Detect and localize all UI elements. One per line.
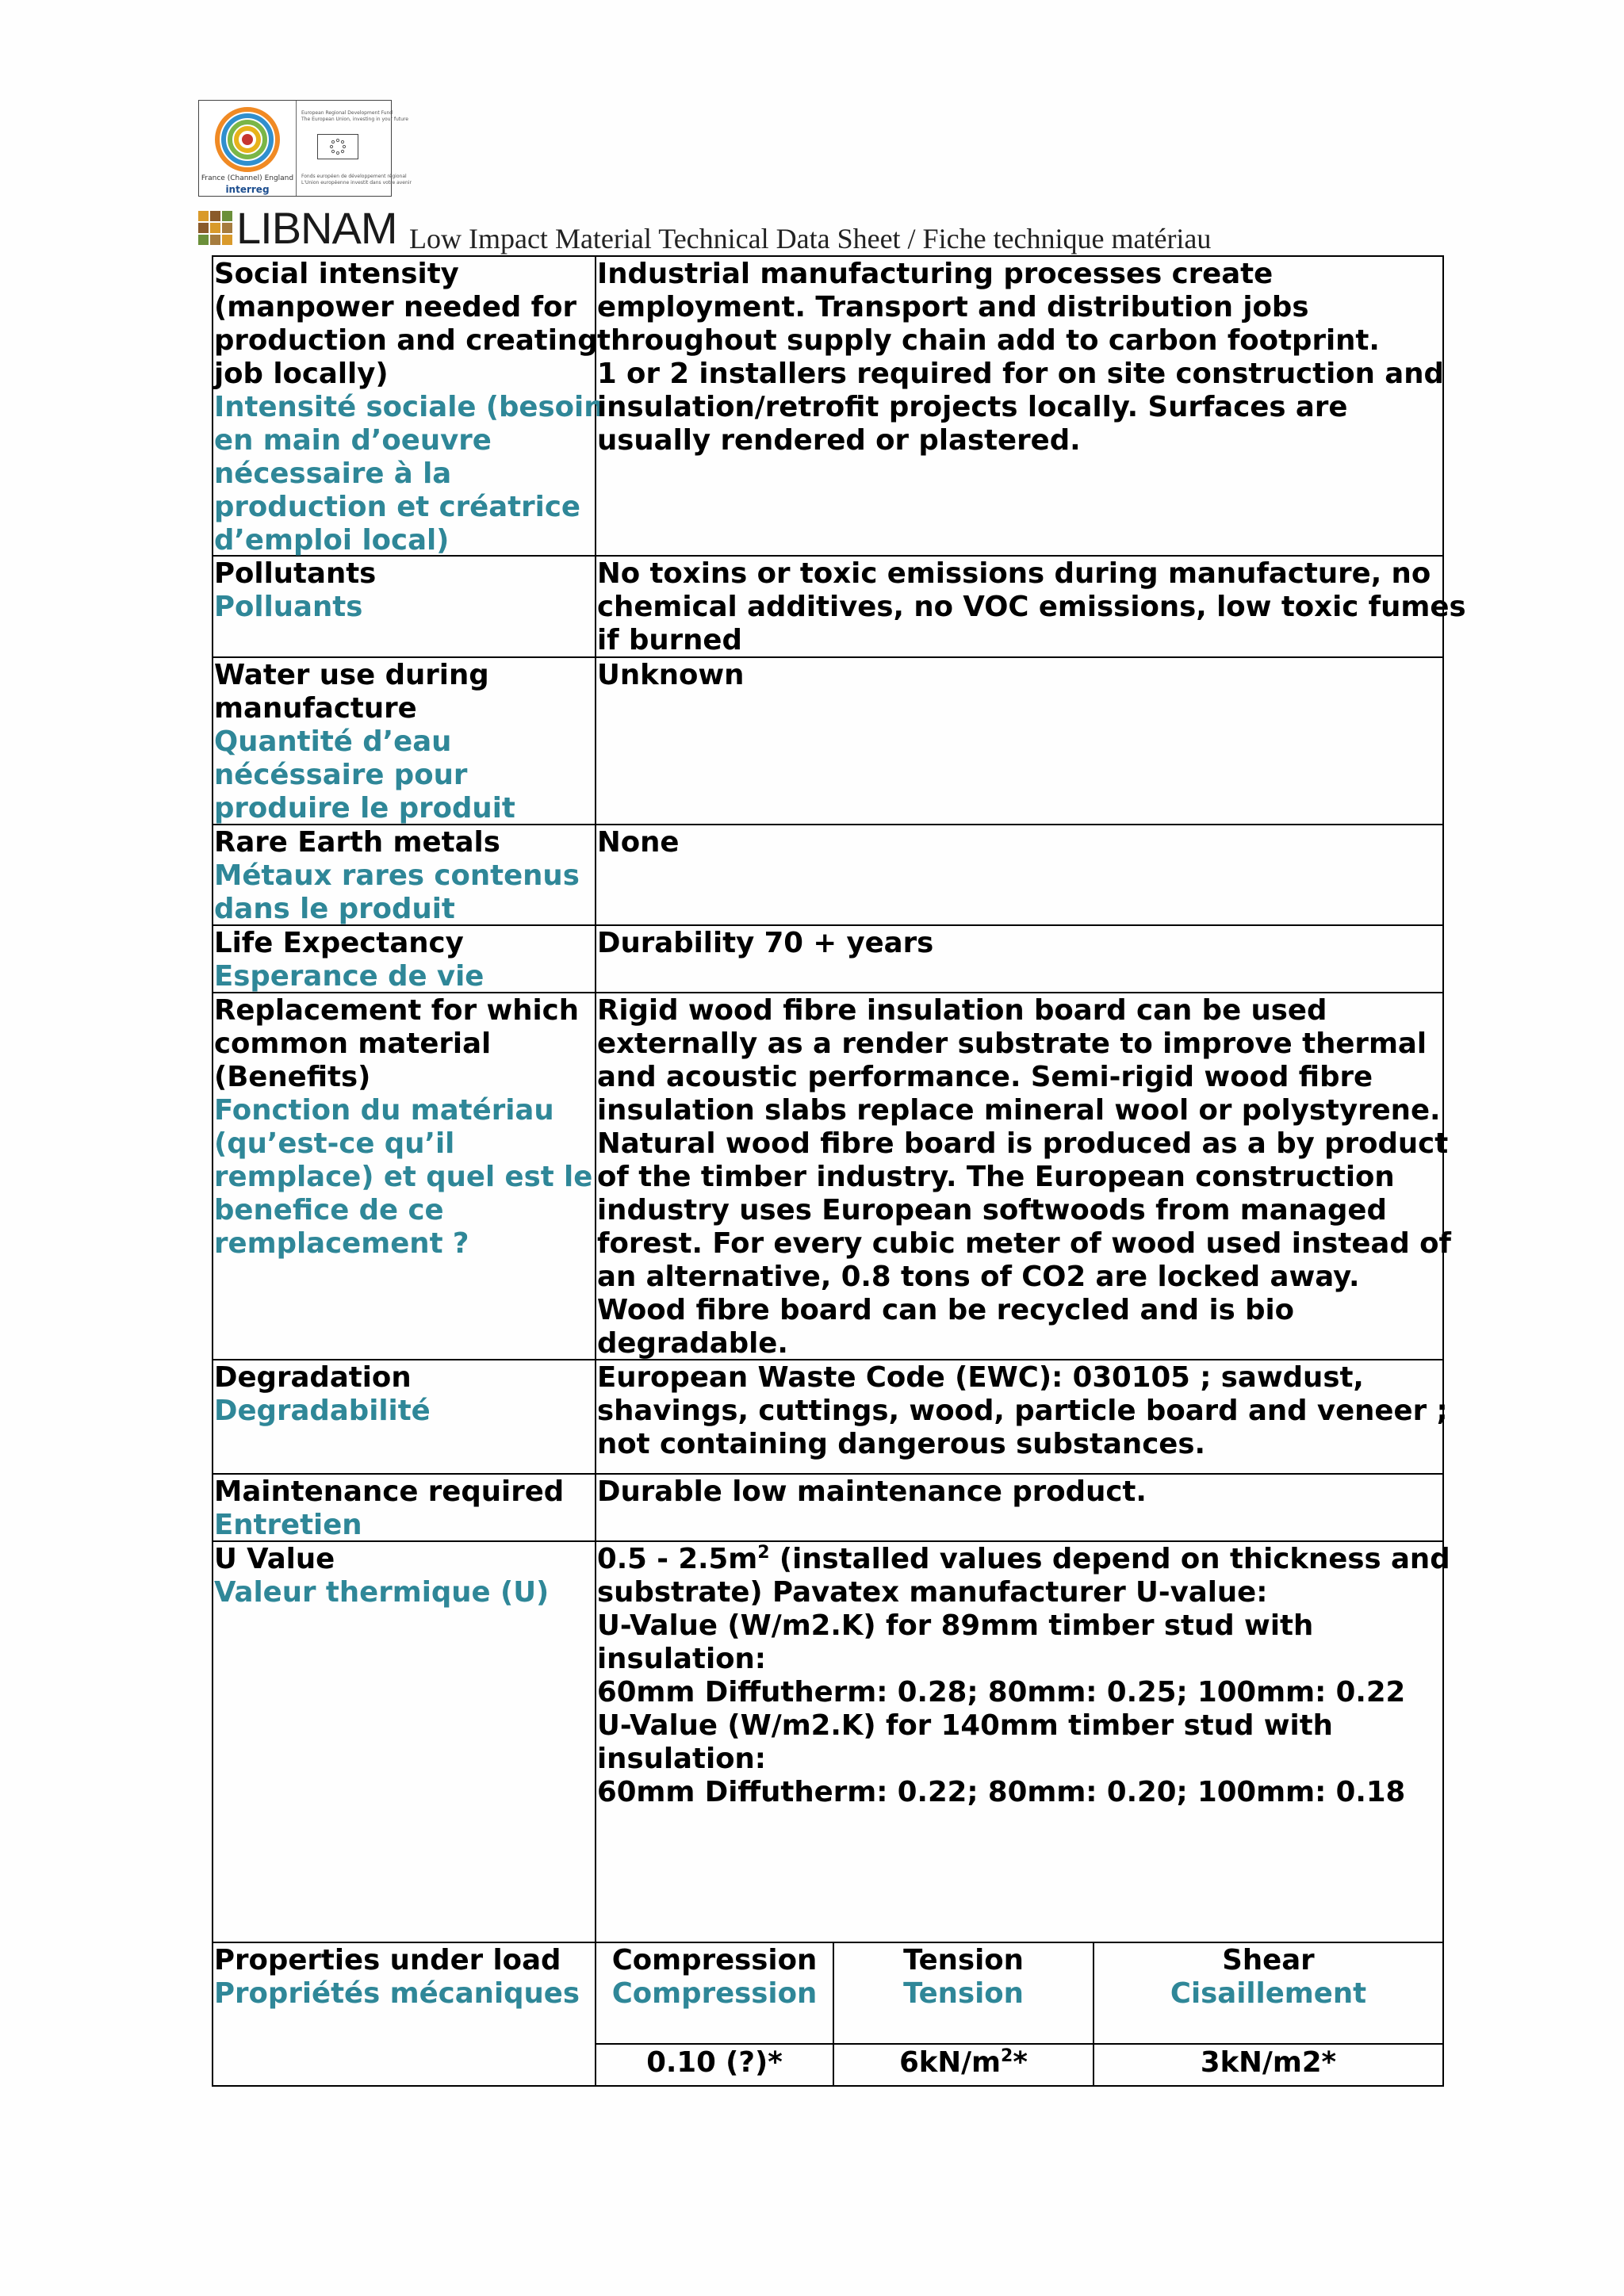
fund-line-2: The European Union, investing in your future	[301, 117, 408, 122]
eu-funding-panel	[297, 101, 412, 196]
label-maintenance: Maintenance required Entretien	[214, 1475, 565, 1541]
fund-line-1: European Regional Development Fund	[301, 110, 393, 116]
fund-fr-line-1: Fonds européen de développement régional	[301, 174, 407, 179]
label-social-intensity: Social intensity (manpower needed for production and creating job locally) Intensité sociale (besoin en main d’oeuvre nécessaire à la production et créatrice d’emploi local)	[214, 258, 604, 557]
header-compression: Compression Compression	[611, 1944, 818, 2010]
label-properties-under-load: Properties under load Propriétés mécaniques	[214, 1944, 580, 2010]
interreg-wordmark: interreg	[225, 184, 270, 195]
header-tension: Tension Tension	[903, 1944, 1024, 2010]
value-degradation: European Waste Code (EWC): 030105 ; sawdust, shavings, cuttings, wood, particle board and veneer ; not containing dangerous substances.	[597, 1361, 1448, 1460]
label-pollutants: Pollutants Polluants	[214, 557, 377, 623]
value-pollutants: No toxins or toxic emissions during manufacture, no chemical additives, no VOC emissions, low toxic fumes if burned	[597, 557, 1466, 656]
label-rare-earth-metals: Rare Earth metals Métaux rares contenus dans le produit	[214, 826, 580, 925]
value-replacement: Rigid wood fibre insulation board can be used externally as a render substrate to improve thermal and acoustic performance. Semi-rigid wood fibre insulation slabs replace mineral wool or polystyrene. Natural wood fibre board is produced as a by product of the timber industry. The European construction industry uses European softwoods from managed forest. For every cubic meter of wood used instead of an alternative, 0.8 tons of CO2 are locked away. Wood fibre board can be recycled and is bio degradable.	[597, 994, 1451, 1360]
label-replacement: Replacement for which common material (Benefits) Fonction du matériau (qu’est-ce qu’il remplace) et quel est le benefice de ce remplacement ?	[214, 994, 593, 1260]
value-compression: 0.10 (?)*	[646, 2046, 783, 2079]
libnam-squares-icon	[198, 211, 233, 246]
label-u-value: U Value Valeur thermique (U)	[214, 1543, 550, 1609]
libnam-logo	[198, 203, 397, 253]
value-u-value: $0.5 - 2.5m^2$ (installed values depend on thickness and substrate) Pavatex manufacturer U-value: U-Value (W/m2.K) for 89mm timber stud with insulation: 60mm Diffutherm: 0.28; 80mm: 0.25; 100mm: 0.22 U-Value (W/m2.K) for 140mm timber stud with insulation: 60mm Diffutherm: 0.22; 80mm: 0.20; 100mm: 0.18	[597, 1543, 1450, 1808]
header-shear: Shear Cisaillement	[1170, 1944, 1367, 2010]
fund-fr-line-2: L'Union européenne investit dans votre avenir	[301, 180, 412, 186]
value-life-expectancy: Durability 70 + years	[597, 927, 934, 959]
page-title: Low Impact Material Technical Data Sheet / Fiche technique matériau	[409, 223, 1212, 254]
label-life-expectancy: Life Expectancy Esperance de vie	[214, 927, 485, 993]
eu-flag-icon	[317, 134, 358, 159]
interreg-tagline: France (Channel) England	[201, 174, 294, 182]
interreg-circle-icon	[215, 107, 280, 172]
label-degradation: Degradation Degradabilité	[214, 1361, 431, 1427]
label-water-use: Water use during manufacture Quantité d’eau nécéssaire pour produire le produit	[214, 659, 515, 825]
value-rare-earth-metals: None	[597, 826, 680, 859]
u-value-range: $0.5 - 2.5m^2$ (installed values depend on thickness and	[597, 1543, 1450, 1575]
libnam-wordmark: LIBNAM	[236, 203, 397, 253]
value-tension: $6kN/m^2*$	[899, 2046, 1028, 2079]
interreg-logo	[198, 100, 412, 197]
value-water-use: Unknown	[597, 659, 745, 691]
interreg-emblem	[199, 101, 297, 196]
value-social-intensity: Industrial manufacturing processes create employment. Transport and distribution jobs throughout supply chain add to carbon footprint. 1 or 2 installers required for on site construction and insulation/retrofit projects locally. Surfaces are usually rendered or plastered.	[597, 258, 1444, 457]
value-shear: 3kN/m2*	[1200, 2046, 1337, 2079]
value-maintenance: Durable low maintenance product.	[597, 1475, 1147, 1508]
